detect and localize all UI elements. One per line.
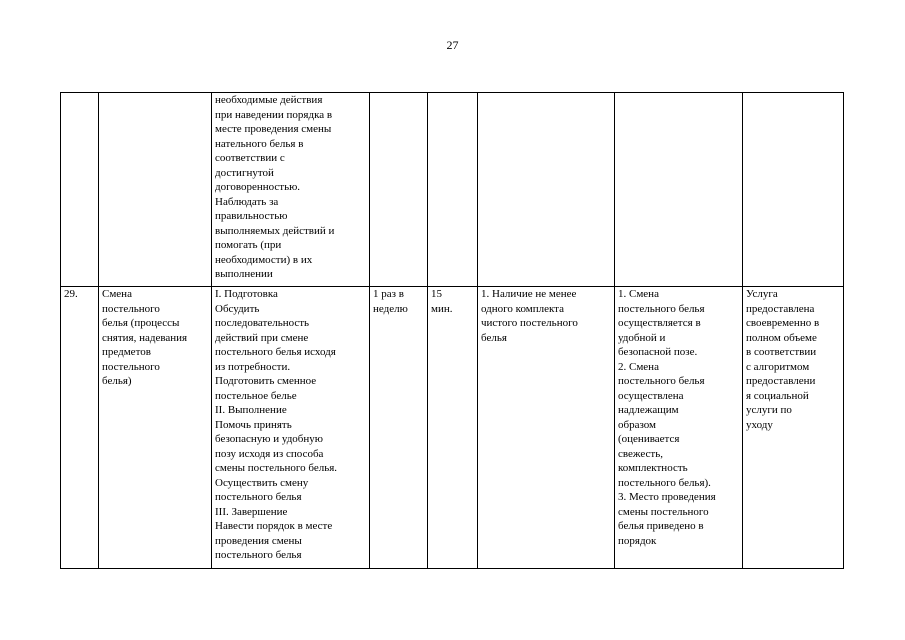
result-cell: Услуга предоставлена своевременно в полном объеме в соответствии с алгоритмом предоставлени я социальной услуги по уходу bbox=[743, 287, 844, 569]
row-number-cell bbox=[61, 93, 99, 287]
service-name-cell: Смена постельного белья (процессы снятия, надевания предметов постельного белья) bbox=[99, 287, 212, 569]
frequency-cell bbox=[370, 93, 428, 287]
service-name-cell bbox=[99, 93, 212, 287]
page-number: 27 bbox=[446, 38, 459, 52]
table-row bbox=[61, 93, 844, 287]
actions-cell: необходимые действия при наведении порядка в месте проведения смены нательного белья в соответствии с достигнутой договоренностью. Наблюдать за правильностью выполняемых действий и помогать (при необходимости) в их выполнении bbox=[212, 93, 370, 287]
row-number-cell: 29. bbox=[61, 287, 99, 569]
actions-cell: I. Подготовка Обсудить последовательность действий при смене постельного белья исходя из потребности. Подготовить сменное постельное белье II. Выполнение Помочь принять безопасную и удобную позу исходя из способа смены постельного белья. Осуществить смену постельного белья III. Завершение Навести порядок в месте проведения смены постельного белья bbox=[212, 287, 370, 569]
quality-cell bbox=[615, 93, 743, 287]
services-table bbox=[60, 92, 844, 569]
table-row bbox=[61, 287, 844, 569]
standard-cell bbox=[478, 93, 615, 287]
frequency-cell: 1 раз в неделю bbox=[370, 287, 428, 569]
standard-cell: 1. Наличие не менее одного комплекта чистого постельного белья bbox=[478, 287, 615, 569]
duration-cell: 15 мин. bbox=[428, 287, 478, 569]
quality-cell: 1. Смена постельного белья осуществляется в удобной и безопасной позе. 2. Смена постельного белья осуществлена надлежащим образом (оценивается свежесть, комплектность постельного белья). 3. Место проведения смены постельного белья приведено в порядок bbox=[615, 287, 743, 569]
duration-cell bbox=[428, 93, 478, 287]
result-cell bbox=[743, 93, 844, 287]
